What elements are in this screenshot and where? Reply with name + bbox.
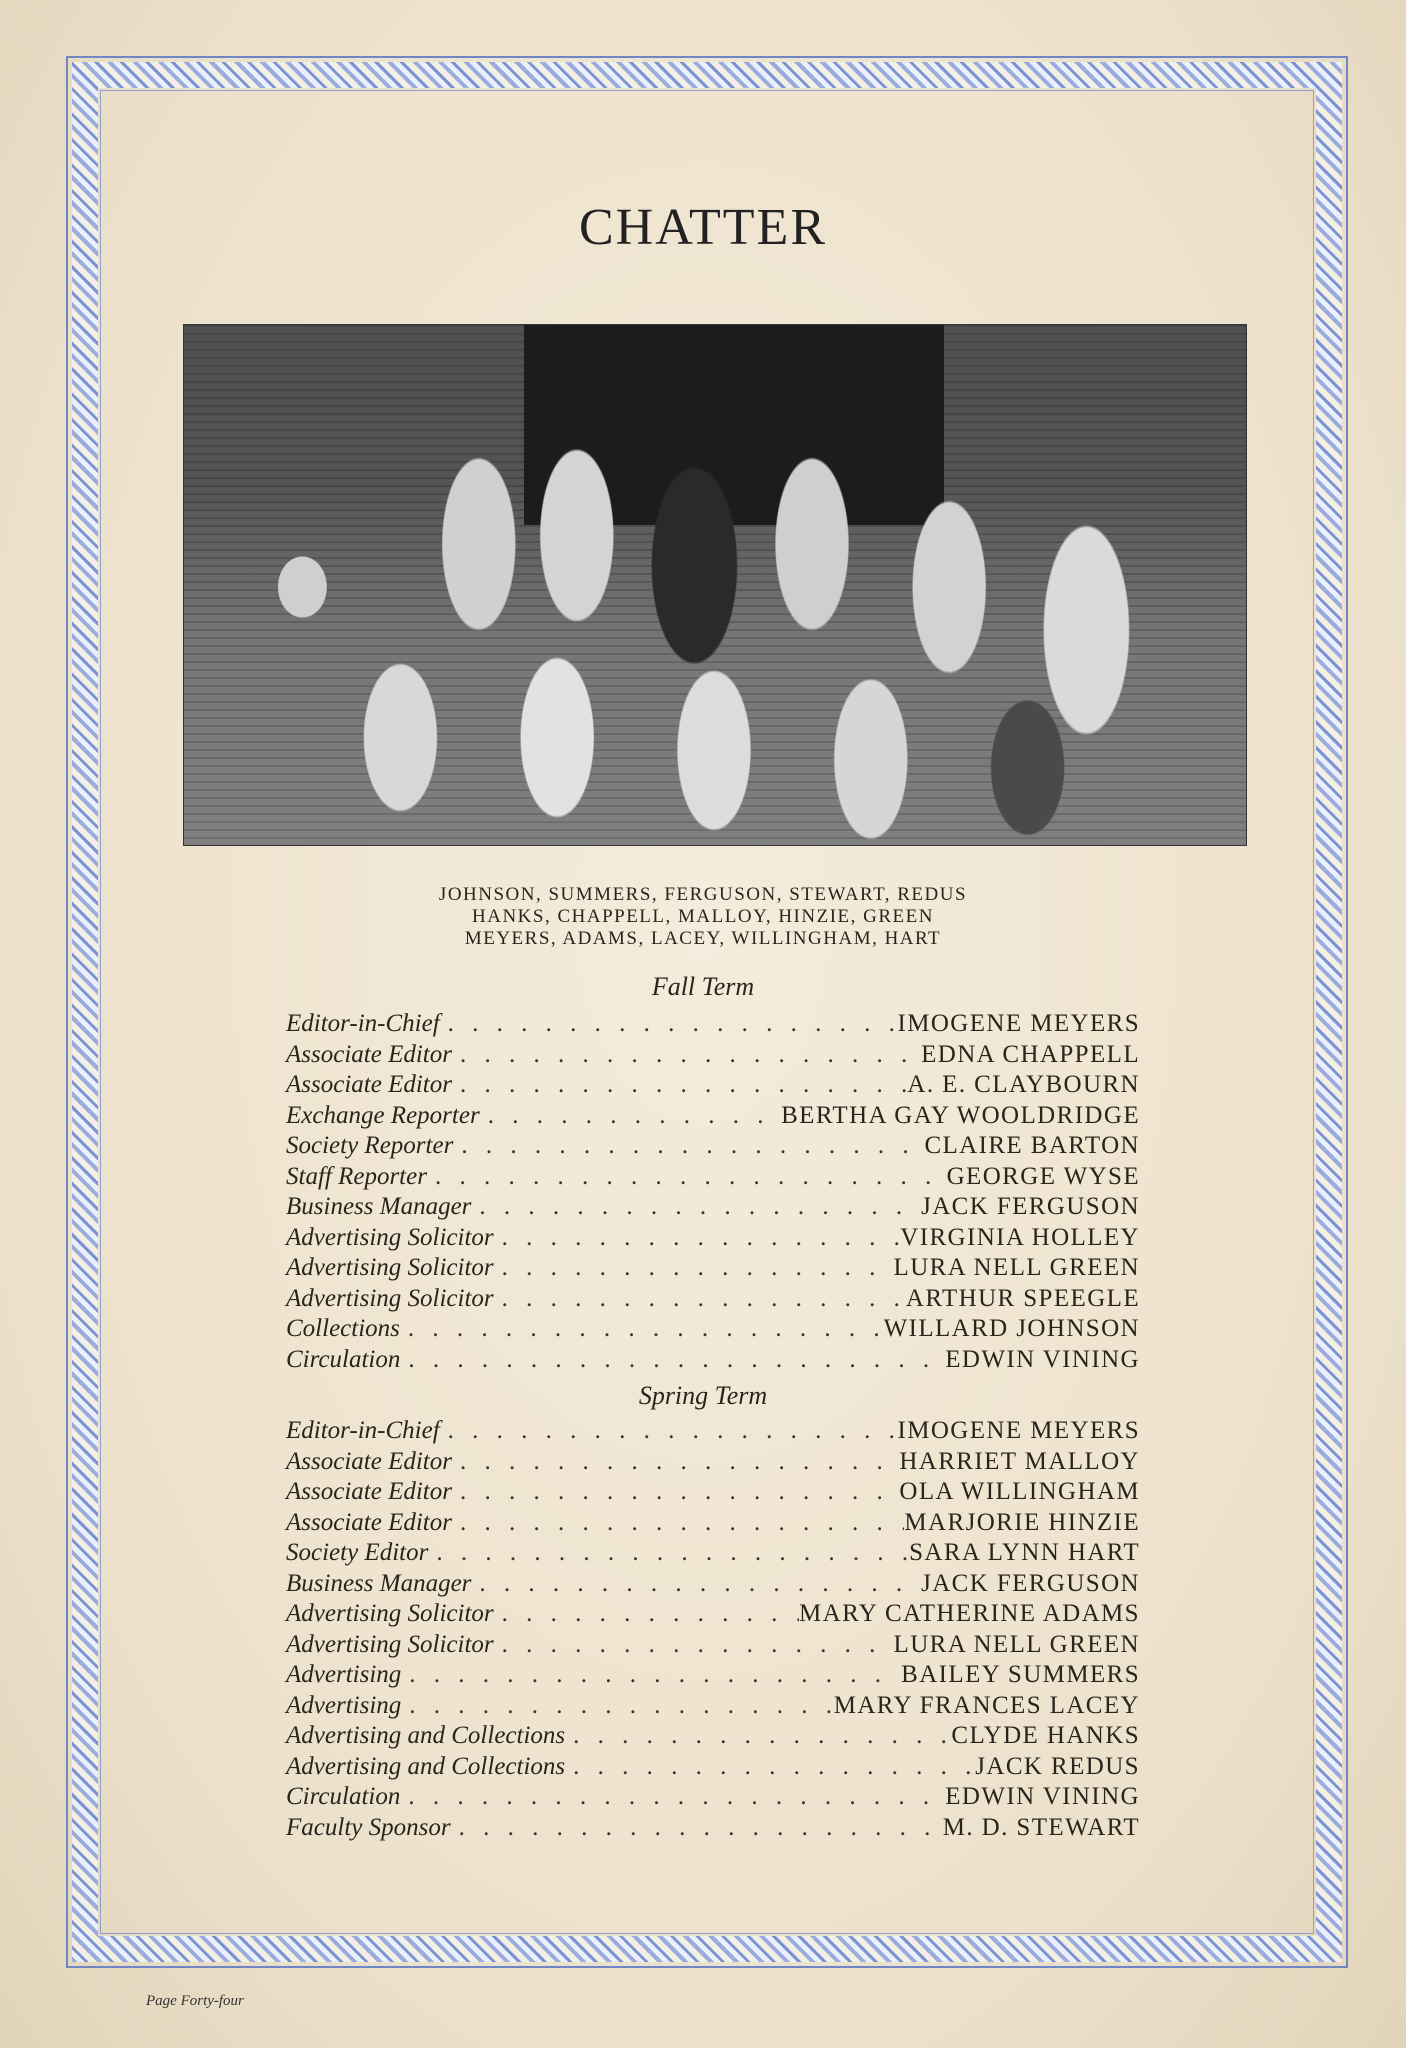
- staff-role: Collections: [286, 1315, 400, 1342]
- roster-row: [286, 1447, 1140, 1478]
- leader-dots: [565, 1752, 975, 1783]
- staff-name: IMOGENE MEYERS: [897, 1010, 1140, 1037]
- staff-name: CLYDE HANKS: [951, 1722, 1140, 1749]
- staff-name: MARY FRANCES LACEY: [833, 1691, 1140, 1719]
- roster-row: [286, 1314, 1140, 1345]
- staff-name: JACK FERGUSON: [921, 1193, 1140, 1220]
- leader-dots: [401, 1660, 901, 1691]
- staff-name: ARTHUR SPEEGLE: [905, 1284, 1140, 1312]
- staff-role: Associate Editor: [286, 1040, 452, 1068]
- roster-row: [286, 1040, 1140, 1071]
- leader-dots: [400, 1314, 884, 1345]
- staff-name: CLAIRE BARTON: [924, 1132, 1140, 1159]
- staff-role: Society Reporter: [286, 1132, 454, 1159]
- staff-role: Exchange Reporter: [286, 1101, 480, 1129]
- staff-name: GEORGE WYSE: [946, 1162, 1140, 1190]
- staff-role: Advertising Solicitor: [286, 1600, 494, 1627]
- roster-row: [286, 1569, 1140, 1600]
- roster-row: [286, 1345, 1140, 1376]
- roster-row: [286, 1630, 1140, 1661]
- roster-row: [286, 1538, 1140, 1569]
- leader-dots: [440, 1009, 898, 1040]
- leader-dots: [494, 1630, 894, 1661]
- staff-role: Advertising: [286, 1661, 402, 1688]
- fall-term-heading: Fall Term: [651, 972, 755, 1001]
- leader-dots: [452, 1477, 899, 1508]
- staff-name: LURA NELL GREEN: [893, 1254, 1140, 1281]
- spring-term-heading: Spring Term: [638, 1381, 768, 1410]
- leader-dots: [494, 1284, 906, 1315]
- staff-name: WILLARD JOHNSON: [883, 1315, 1140, 1342]
- staff-role: Faculty Sponsor: [286, 1813, 451, 1841]
- photo-caption: [0, 884, 1406, 950]
- roster-row: [286, 1223, 1140, 1254]
- leader-dots: [480, 1101, 781, 1132]
- roster-row: [286, 1660, 1140, 1691]
- roster-row: [286, 1192, 1140, 1223]
- staff-name: BAILEY SUMMERS: [901, 1661, 1140, 1688]
- leader-dots: [453, 1131, 924, 1162]
- staff-name: A. E. CLAYBOURN: [907, 1071, 1140, 1098]
- staff-role: Associate Editor: [286, 1478, 452, 1505]
- staff-role: Advertising Solicitor: [286, 1630, 494, 1658]
- staff-role: Advertising Solicitor: [286, 1223, 494, 1251]
- leader-dots: [400, 1782, 945, 1813]
- spring-roster: [286, 1416, 1140, 1843]
- staff-name: OLA WILLINGHAM: [899, 1478, 1140, 1505]
- leader-dots: [451, 1813, 943, 1844]
- staff-name: MARY CATHERINE ADAMS: [798, 1600, 1140, 1627]
- staff-role: Editor-in-Chief: [286, 1417, 440, 1444]
- leader-dots: [452, 1447, 899, 1478]
- staff-name: IMOGENE MEYERS: [897, 1417, 1140, 1444]
- caption-row-middle: HANKS, CHAPPELL, MALLOY, HINZIE, GREEN: [472, 906, 934, 927]
- staff-name: HARRIET MALLOY: [899, 1447, 1140, 1475]
- staff-name: EDWIN VINING: [945, 1345, 1140, 1373]
- staff-role: Advertising: [286, 1691, 402, 1719]
- page-number: Page Forty-four: [146, 1993, 244, 2009]
- staff-role: Advertising and Collections: [286, 1752, 566, 1780]
- roster-row: [286, 1752, 1140, 1783]
- staff-name: EDNA CHAPPELL: [921, 1040, 1140, 1068]
- leader-dots: [400, 1345, 945, 1376]
- roster-row: [286, 1721, 1140, 1752]
- leader-dots: [471, 1569, 921, 1600]
- leader-dots: [494, 1253, 894, 1284]
- staff-role: Associate Editor: [286, 1447, 452, 1475]
- staff-role: Business Manager: [286, 1569, 472, 1597]
- staff-role: Society Editor: [286, 1539, 429, 1566]
- roster-row: [286, 1813, 1140, 1844]
- leader-dots: [452, 1040, 921, 1071]
- page-title: CHATTER: [579, 199, 827, 256]
- staff-name: BERTHA GAY WOOLDRIDGE: [781, 1101, 1140, 1129]
- caption-row-front: MEYERS, ADAMS, LACEY, WILLINGHAM, HART: [464, 928, 942, 949]
- staff-role: Advertising Solicitor: [286, 1254, 494, 1281]
- group-photo: [183, 324, 1247, 846]
- staff-role: Associate Editor: [286, 1508, 452, 1536]
- staff-role: Advertising and Collections: [286, 1722, 566, 1749]
- leader-dots: [452, 1508, 904, 1539]
- fall-roster: [286, 1009, 1140, 1375]
- roster-row: [286, 1162, 1140, 1193]
- roster-row: [286, 1477, 1140, 1508]
- roster-row: [286, 1508, 1140, 1539]
- staff-role: Circulation: [286, 1345, 401, 1373]
- staff-name: JACK REDUS: [975, 1752, 1140, 1780]
- staff-name: JACK FERGUSON: [921, 1569, 1140, 1597]
- caption-row-back: JOHNSON, SUMMERS, FERGUSON, STEWART, REDUS: [438, 884, 968, 905]
- staff-name: MARJORIE HINZIE: [904, 1508, 1140, 1536]
- staff-role: Advertising Solicitor: [286, 1284, 494, 1312]
- leader-dots: [428, 1538, 909, 1569]
- roster-row: [286, 1253, 1140, 1284]
- photo-people: [224, 415, 1204, 845]
- staff-role: Editor-in-Chief: [286, 1010, 440, 1037]
- staff-name: EDWIN VINING: [945, 1783, 1140, 1810]
- staff-role: Circulation: [286, 1783, 401, 1810]
- leader-dots: [494, 1599, 799, 1630]
- roster-row: [286, 1284, 1140, 1315]
- leader-dots: [401, 1691, 833, 1722]
- leader-dots: [427, 1162, 947, 1193]
- roster-row: [286, 1101, 1140, 1132]
- staff-name: LURA NELL GREEN: [893, 1630, 1140, 1658]
- leader-dots: [565, 1721, 951, 1752]
- roster-row: [286, 1599, 1140, 1630]
- leader-dots: [471, 1192, 921, 1223]
- staff-role: Staff Reporter: [286, 1162, 427, 1190]
- staff-name: VIRGINIA HOLLEY: [900, 1223, 1140, 1251]
- leader-dots: [452, 1070, 907, 1101]
- roster-row: [286, 1009, 1140, 1040]
- roster-row: [286, 1131, 1140, 1162]
- staff-name: M. D. STEWART: [942, 1813, 1140, 1841]
- staff-name: SARA LYNN HART: [909, 1539, 1140, 1566]
- staff-role: Business Manager: [286, 1193, 472, 1220]
- leader-dots: [440, 1416, 898, 1447]
- roster-row: [286, 1070, 1140, 1101]
- roster-row: [286, 1782, 1140, 1813]
- leader-dots: [494, 1223, 901, 1254]
- staff-role: Associate Editor: [286, 1071, 452, 1098]
- roster-row: [286, 1416, 1140, 1447]
- roster-row: [286, 1691, 1140, 1722]
